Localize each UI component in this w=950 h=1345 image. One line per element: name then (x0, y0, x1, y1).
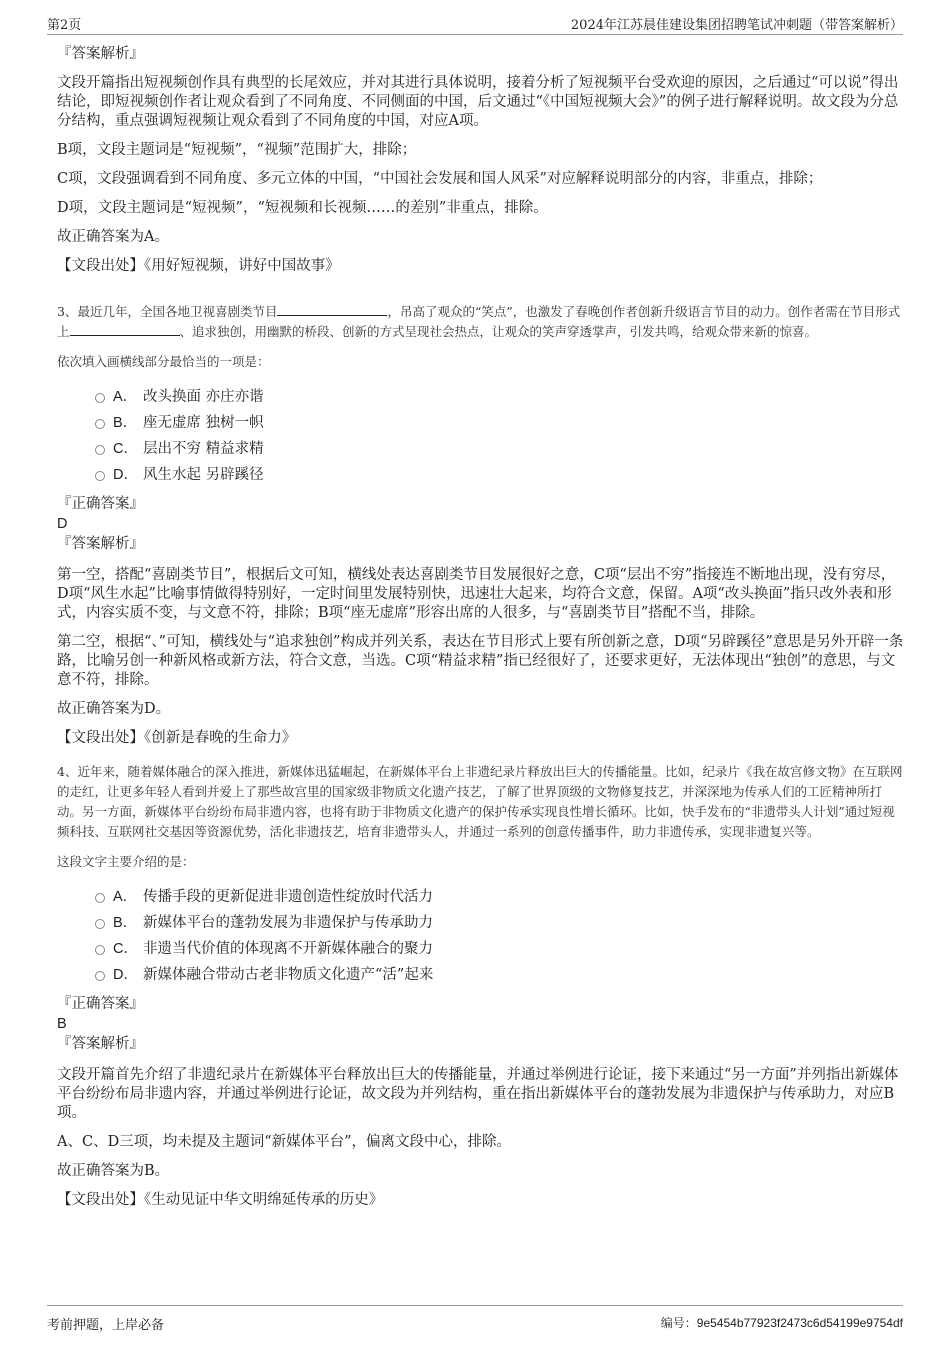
q4-conclusion: 故正确答案为B。 (57, 1163, 170, 1179)
q4-correct-answer: B (57, 1016, 67, 1032)
q3-conclusion: 故正确答案为D。 (57, 701, 171, 717)
radio-icon[interactable] (95, 393, 105, 403)
q2-analysis-paragraph: B项，文段主题词是“短视频”，“视频”范围扩大，排除； (57, 142, 417, 158)
footer-slogan: 考前押题，上岸必备 (47, 1318, 165, 1333)
radio-icon[interactable] (95, 445, 105, 455)
q4-option-c[interactable]: C． 非遗当代价值的体现离不开新媒体融合的聚力 (95, 936, 905, 962)
answer-blank (70, 323, 180, 336)
q3-source: 【文段出处】《创新是春晚的生命力》 (57, 730, 297, 746)
answer-blank (277, 303, 387, 316)
q2-analysis-paragraph: D项，文段主题词是“短视频”，“短视频和长视频……的差别”非重点，排除。 (57, 200, 548, 216)
q3-option-d[interactable]: D． 风生水起 另辟蹊径 (95, 462, 905, 488)
q3-analysis-paragraph: 第一空，搭配“喜剧类节目”，根据后文可知，横线处表达喜剧类节目发展很好之意，C项“层出不穷”指接连不断地出现，没有穷尽，D项“风生水起”比喻事情做得特别好，一定时间里发展特别快，迅速壮大起来，均符合文意，保留。A项“改头换面”指只改外表和形式，内容实质不变，与文意不符，排除；B项“座无虚席”形容出席的人很多，与“喜剧类节目”搭配不当，排除。 (57, 567, 896, 621)
q3-stem: 3、最近几年，全国各地卫视喜剧类节目 ，吊高了观众的“笑点”，也激发了春晚创作者创新升级语言节目的动力。创作者需在节目形式上 、追求独创，用幽默的桥段、创新的方式呈现社会热点，让观众的笑声穿透掌声，引发共鸣，给观众带来新的惊喜。 (57, 304, 901, 339)
radio-icon[interactable] (95, 971, 105, 981)
q3-prompt: 依次填入画横线部分最恰当的一项是： (57, 354, 270, 369)
q2-analysis-paragraph: C项，文段强调看到不同角度、多元立体的中国，“中国社会发展和国人风采”对应解释说明部分的内容，非重点，排除； (57, 171, 823, 187)
q3-correct-answer: D (57, 516, 68, 532)
document-title: 2024年江苏晨佳建设集团招聘笔试冲刺题（带答案解析） (570, 18, 903, 33)
q3-correct-label: 『正确答案』 (57, 496, 144, 512)
q4-option-b[interactable]: B． 新媒体平台的蓬勃发展为非遗保护与传承助力 (95, 910, 905, 936)
q3-option-a[interactable]: A． 改头换面 亦庄亦谐 (95, 384, 905, 410)
page-number: 第2页 (47, 18, 82, 33)
q4-correct-label: 『正确答案』 (57, 996, 144, 1012)
page-footer (47, 1305, 903, 1332)
document-id (661, 1314, 903, 1331)
document-body (57, 44, 905, 1220)
q4-option-d[interactable]: D． 新媒体融合带动古老非物质文化遗产“活”起来 (95, 962, 905, 988)
radio-icon[interactable] (95, 893, 105, 903)
q4-option-a[interactable]: A． 传播手段的更新促进非遗创造性绽放时代活力 (95, 884, 905, 910)
q4-source: 【文段出处】《生动见证中华文明绵延传承的历史》 (57, 1192, 384, 1208)
document-id-code: 9e5454b77923f2473c6d54199e9754df (696, 1316, 903, 1330)
q2-conclusion: 故正确答案为A。 (57, 229, 169, 245)
document-id-label: 编号： (660, 1316, 697, 1330)
q2-analysis-paragraph: 文段开篇指出短视频创作具有典型的长尾效应，并对其进行具体说明，接着分析了短视频平台受欢迎的原因，之后通过“可以说”得出结论，即短视频创作者让观众看到了不同角度、不同侧面的中国，后文通过“《中国短视频大会》”的例子进行解释说明。故文段为分总分结构，重点强调短视频让观众看到了不同角度的中国，对应A项。 (57, 75, 899, 129)
q3-options (95, 384, 905, 488)
q2-analysis-label: 『答案解析』 (57, 46, 144, 62)
radio-icon[interactable] (95, 419, 105, 429)
q3-analysis-paragraph: 第二空，根据“、”可知，横线处与“追求独创”构成并列关系，表达在节目形式上要有所创新之意，D项“另辟蹊径”意思是另外开辟一条路，比喻另创一种新风格或新方法，符合文意，当选。C项“精益求精”指已经很好了，还要求更好，无法体现出“独创”的意思，与文意不符，排除。 (57, 634, 904, 688)
q3-analysis-label: 『答案解析』 (57, 536, 144, 552)
q4-analysis-label: 『答案解析』 (57, 1036, 144, 1052)
q4-prompt: 这段文字主要介绍的是： (57, 854, 195, 869)
page-header (47, 14, 903, 35)
q4-stem: 4、近年来，随着媒体融合的深入推进，新媒体迅猛崛起，在新媒体平台上非遗纪录片释放出巨大的传播能量。比如，纪录片《我在故宫修文物》在互联网的走红，让更多年轻人看到并爱上了那些故宫里的国家级非物质文化遗产技艺，了解了世界顶级的文物修复技艺，并深深地为传承人们的工匠精神所打动。另一方面，新媒体平台纷纷布局非遗内容，也将有助于非物质文化遗产的保护传承实现良性增长循环。比如，快手发布的“非遗带头人计划”通过短视频科技、互联网社交基因等资源优势，活化非遗技艺，培育非遗带头人，并通过一系列的创意传播事件，助力非遗传承，实现非遗复兴等。 (57, 764, 903, 839)
q4-options (95, 884, 905, 988)
q3-option-b[interactable]: B． 座无虚席 独树一帜 (95, 410, 905, 436)
q2-source: 【文段出处】《用好短视频，讲好中国故事》 (57, 258, 340, 274)
q4-analysis-paragraph: 文段开篇首先介绍了非遗纪录片在新媒体平台释放出巨大的传播能量，并通过举例进行论证，接下来通过“另一方面”并列指出新媒体平台纷纷布局非遗内容，并通过举例进行论证，故文段为并列结构，重在指出新媒体平台的蓬勃发展为非遗保护与传承助力，对应B项。 (57, 1067, 899, 1121)
radio-icon[interactable] (95, 945, 105, 955)
radio-icon[interactable] (95, 471, 105, 481)
q4-analysis-paragraph: A、C、D三项，均未提及主题词“新媒体平台”，偏离文段中心，排除。 (57, 1134, 512, 1150)
radio-icon[interactable] (95, 919, 105, 929)
q3-option-c[interactable]: C． 层出不穷 精益求精 (95, 436, 905, 462)
